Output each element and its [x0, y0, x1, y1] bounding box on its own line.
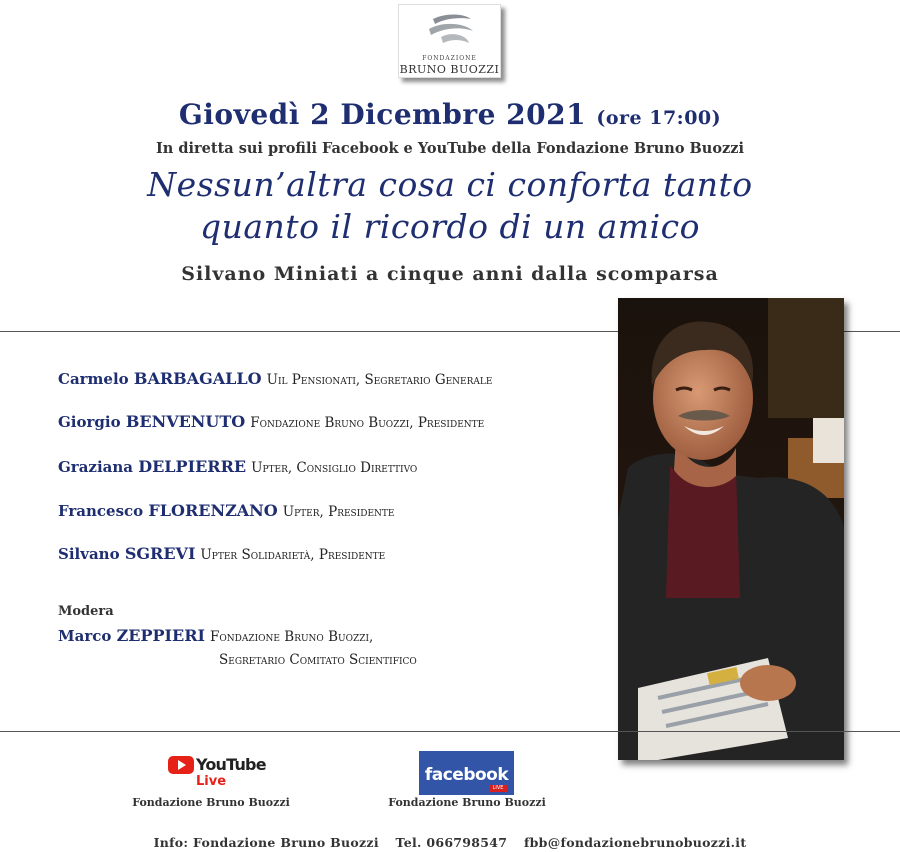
moderator-label: Modera — [58, 604, 114, 619]
info-telephone: Tel. 066798547 — [395, 835, 508, 850]
foundation-logo — [398, 4, 501, 78]
info-email: fbb@fondazionebrunobuozzi.it — [523, 835, 747, 850]
facebook-live-logo — [419, 751, 514, 795]
speaker-benvenuto — [58, 412, 484, 431]
speaker-role: Uil Pensionati, Segretario Generale — [266, 372, 493, 388]
portrait-illustration — [618, 298, 844, 760]
facebook-caption: Fondazione Bruno Buozzi — [388, 796, 546, 809]
logo-name-label: BRUNO BUOZZI — [399, 63, 500, 76]
bb-monogram-icon — [423, 11, 478, 53]
youtube-brand: YouTube — [196, 755, 266, 774]
youtube-live-logo — [168, 754, 266, 794]
info-label: Info: Fondazione Bruno Buozzi — [153, 835, 379, 850]
moderator-name: Marco ZEPPIERI — [58, 626, 206, 645]
speaker-role: Upter, Presidente — [282, 504, 395, 520]
event-title — [0, 164, 900, 248]
speaker-role: Upter Solidarietà, Presidente — [200, 547, 386, 563]
speaker-barbagallo — [58, 369, 492, 388]
speaker-name: Carmelo BARBAGALLO — [58, 369, 262, 388]
facebook-live-badge: LIVE — [489, 785, 507, 792]
speaker-name: Giorgio BENVENUTO — [58, 412, 246, 431]
moderator-zeppieri — [58, 626, 373, 645]
speaker-name: Francesco FLORENZANO — [58, 501, 278, 520]
speaker-name: Silvano SGREVI — [58, 544, 196, 563]
moderator-role-line-2: Segretario Comitato Scientifico — [219, 652, 417, 668]
portrait-photo — [618, 298, 844, 760]
youtube-caption: Fondazione Bruno Buozzi — [132, 796, 290, 809]
speaker-name: Graziana DELPIERRE — [58, 457, 247, 476]
speaker-sgrevi — [58, 544, 385, 563]
moderator-role: Fondazione Bruno Buozzi, — [210, 629, 374, 645]
speaker-role: Fondazione Bruno Buozzi, Presidente — [250, 415, 485, 431]
facebook-brand: facebook — [424, 765, 509, 785]
info-footer — [0, 835, 900, 850]
speaker-role: Upter, Consiglio Direttivo — [251, 460, 418, 476]
event-title-line-1: Nessun’altra cosa ci conforta tanto — [147, 165, 753, 204]
speaker-florenzano — [58, 501, 395, 520]
event-time: (ore 17:00) — [596, 107, 722, 129]
event-date-text: Giovedì 2 Dicembre 2021 — [178, 98, 587, 131]
speaker-delpierre — [58, 457, 417, 476]
event-date — [0, 98, 900, 131]
live-stream-notice: In diretta sui profili Facebook e YouTube della Fondazione Bruno Buozzi — [155, 140, 744, 157]
divider-bottom — [0, 731, 900, 732]
youtube-live-text: Live — [196, 774, 227, 789]
event-subtitle: Silvano Miniati a cinque anni dalla scomparsa — [181, 263, 719, 285]
logo-fondazione-label: FONDAZIONE — [422, 55, 477, 62]
event-title-line-2: quanto il ricordo di un amico — [200, 207, 700, 246]
